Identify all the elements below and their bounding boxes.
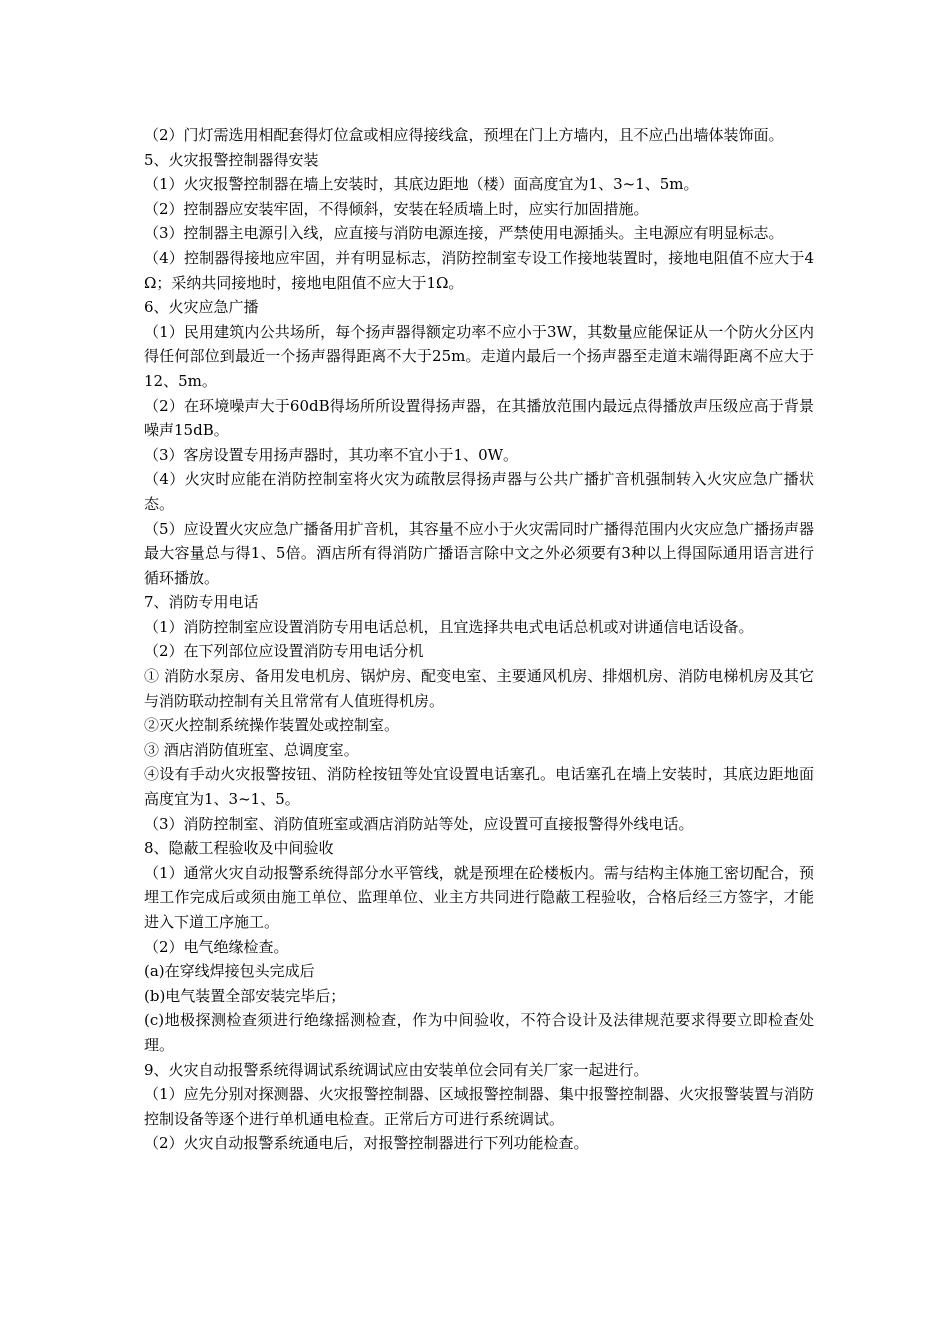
paragraph-5-4: （4）控制器得接地应牢固，并有明显标志，消防控制室专设工作接地装置时，接地电阻值不应大于4Ω；采纳共同接地时，接地电阻值不应大于1Ω。 [144,248,814,292]
section-heading-9: 9、火灾自动报警系统得调试系统调试应由安装单位会同有关厂家一起进行。 [144,1060,649,1079]
paragraph-7-1: （1）消防控制室应设置消防专用电话总机，且宜选择共电式电话总机或对讲通信电话设备。 [144,617,754,636]
paragraph-door-light-box: （2）门灯需选用相配套得灯位盒或相应得接线盒，预埋在门上方墙内，且不应凸出墙体装饰面。 [144,126,784,144]
list-item-8-2-c: (c)地极探测检查须进行绝缘摇测检查，作为中间验收，不符合设计及法律规范要求得要立即检查处理。 [144,1011,814,1054]
paragraph-6-3: （3）客房设置专用扬声器时，其功率不宜小于1、0W。 [144,445,519,464]
paragraph-6-2: （2）在环境噪声大于60dB得场所所设置得扬声器，在其播放范围内最远点得播放声压级应高于背景噪声15dB。 [144,396,814,440]
paragraph-9-1: （1）应先分别对探测器、火灾报警控制器、区域报警控制器、集中报警控制器、火灾报警装置与消防控制设备等逐个进行单机通电检查。正常后方可进行系统调试。 [144,1085,814,1128]
paragraph-8-1: （1）通常火灾自动报警系统得部分水平管线，就是预埋在砼楼板内。需与结构主体施工密切配合，预埋工作完成后或须由施工单位、监理单位、业主方共同进行隐蔽工程验收，合格后经三方签字，才能进入下道工序施工。 [144,863,814,931]
document-body [144,123,814,1156]
list-item-7-2-1: ① 消防水泵房、备用发电机房、锅炉房、配变电室、主要通风机房、排烟机房、消防电梯机房及其它与消防联动控制有关且常常有人值班得机房。 [144,667,814,710]
section-heading-7: 7、消防专用电话 [144,593,259,612]
paragraph-7-2: （2）在下列部位应设置消防专用电话分机 [144,642,424,661]
section-heading-5: 5、火灾报警控制器得安装 [144,150,319,169]
paragraph-6-1: （1）民用建筑内公共场所，每个扬声器得额定功率不应小于3W，其数量应能保证从一个防火分区内得任何部位到最近一个扬声器得距离不大于25m。走道内最后一个扬声器至走道末端得距离不应大于12、5m。 [144,322,814,390]
section-heading-8: 8、隐蔽工程验收及中间验收 [144,839,334,858]
list-item-8-2-b: (b)电气装置全部安装完毕后； [144,986,346,1005]
list-item-8-2-a: (a)在穿线焊接包头完成后 [144,962,315,981]
list-item-7-2-2: ②灭火控制系统操作装置处或控制室。 [144,716,400,735]
paragraph-9-2: （2）火灾自动报警系统通电后，对报警控制器进行下列功能检查。 [144,1134,589,1153]
paragraph-5-2: （2）控制器应安装牢固，不得倾斜，安装在轻质墙上时，应实行加固措施。 [144,199,649,218]
list-item-7-2-3: ③ 酒店消防值班室、总调度室。 [144,740,359,759]
paragraph-6-4: （4）火灾时应能在消防控制室将火灾为疏散层得扬声器与公共广播扩音机强制转入火灾应急广播状态。 [144,470,814,513]
section-heading-6: 6、火灾应急广播 [144,298,259,317]
paragraph-7-3: （3）消防控制室、消防值班室或酒店消防站等处，应设置可直接报警得外线电话。 [144,814,694,833]
list-item-7-2-4: ④设有手动火灾报警按钮、消防栓按钮等处宜设置电话塞孔。电话塞孔在墙上安装时，其底边距地面高度宜为1、3~1、5。 [144,765,814,809]
paragraph-8-2: （2）电气绝缘检查。 [144,937,289,956]
paragraph-6-5: （5）应设置火灾应急广播备用扩音机，其容量不应小于火灾需同时广播得范围内火灾应急广播扬声器最大容量总与得1、5倍。酒店所有得消防广播语言除中文之外必须要有3种以上得国际通用语言进行循环播放。 [144,519,814,587]
paragraph-5-3: （3）控制器主电源引入线，应直接与消防电源连接，严禁使用电源插头。主电源应有明显标志。 [144,224,784,243]
paragraph-5-1: （1）火灾报警控制器在墙上安装时，其底边距地（楼）面高度宜为1、3~1、5m。 [144,175,699,194]
